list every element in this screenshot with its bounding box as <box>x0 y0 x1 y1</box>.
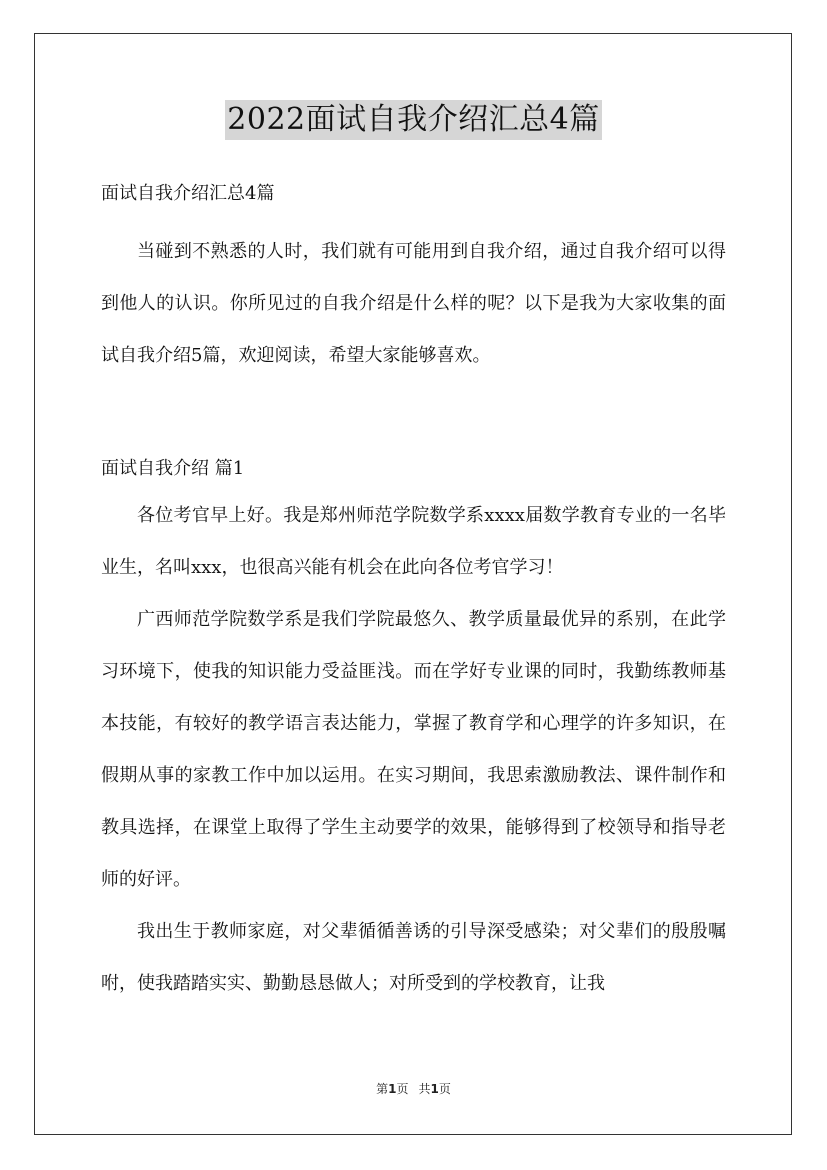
document-title: 2022面试自我介绍汇总4篇 <box>225 100 601 140</box>
total-prefix: 共 <box>418 1082 431 1096</box>
page-footer <box>0 1081 827 1097</box>
page-suffix: 页 <box>396 1082 409 1096</box>
title-container <box>0 100 827 140</box>
body-paragraph: 我出生于教师家庭，对父辈循循善诱的引导深受感染；对父辈们的殷殷嘱咐，使我踏踏实实、勤勤恳恳做人；对所受到的学校教育，让我 <box>101 921 726 994</box>
total-pages: 1 <box>430 1082 439 1096</box>
intro-paragraph: 当碰到不熟悉的人时，我们就有可能用到自我介绍，通过自我介绍可以得到他人的认识。你所见过的自我介绍是什么样的呢？以下是我为大家收集的面试自我介绍5篇，欢迎阅读，希望大家能够喜欢。 <box>101 241 726 366</box>
document-body <box>101 174 726 1010</box>
body-paragraph: 各位考官早上好。我是郑州师范学院数学系xxxx届数学教育专业的一名毕业生，名叫xxx，也很高兴能有机会在此向各位考官学习！ <box>101 505 726 578</box>
document-subtitle: 面试自我介绍汇总4篇 <box>101 183 275 204</box>
section-heading: 面试自我介绍 篇1 <box>101 458 245 479</box>
total-suffix: 页 <box>438 1082 451 1096</box>
body-paragraph: 广西师范学院数学系是我们学院最悠久、教学质量最优异的系别，在此学习环境下，使我的知识能力受益匪浅。而在学好专业课的同时，我勤练教师基本技能，有较好的教学语言表达能力，掌握了教育学和心理学的许多知识，在假期从事的家教工作中加以运用。在实习期间，我思索激励教法、课件制作和教具选择，在课堂上取得了学生主动要学的效果，能够得到了校领导和指导老师的好评。 <box>101 609 726 890</box>
page-number: 1 <box>388 1082 397 1096</box>
page-prefix: 第 <box>376 1082 389 1096</box>
